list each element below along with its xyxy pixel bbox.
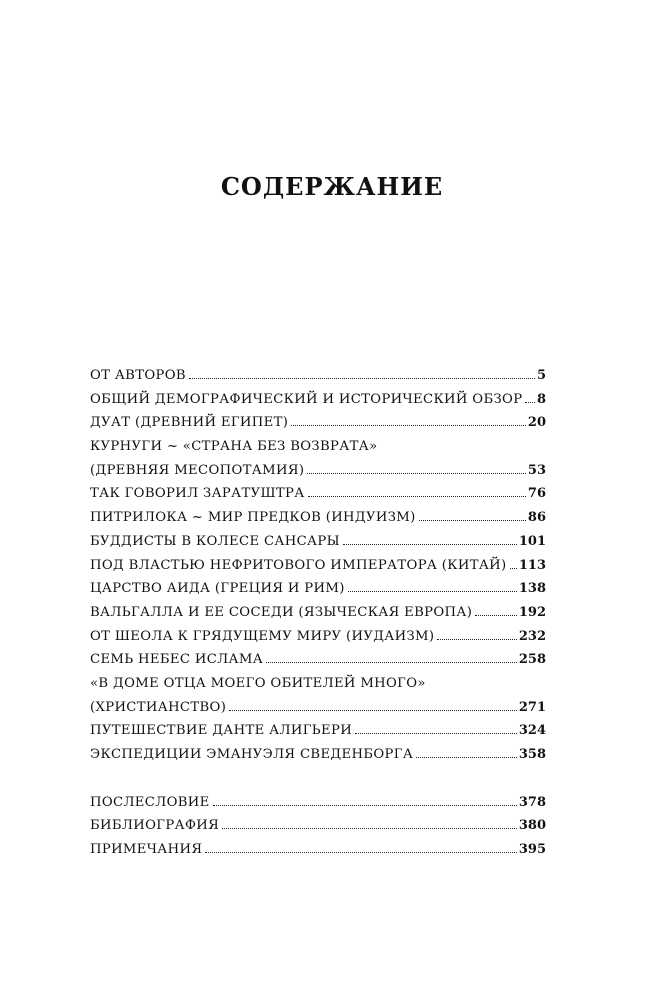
dot-leader <box>266 662 517 663</box>
dot-leader <box>308 496 526 497</box>
toc-entry-page: 138 <box>518 581 546 597</box>
dot-leader <box>510 568 517 569</box>
toc-entry-title: ПОД ВЛАСТЬЮ НЕФРИТОВОГО ИМПЕРАТОРА (КИТАЙ) <box>90 557 507 573</box>
dot-leader <box>213 805 517 806</box>
dot-leader <box>205 852 517 853</box>
toc-entry-page: 324 <box>518 723 546 739</box>
dot-leader <box>355 733 517 734</box>
toc-entry <box>90 838 546 862</box>
toc-entry-page: 378 <box>518 794 546 810</box>
toc-entry-title: ВАЛЬГАЛЛА И ЕЕ СОСЕДИ (ЯЗЫЧЕСКАЯ ЕВРОПА) <box>90 604 473 620</box>
toc-entry <box>90 506 546 530</box>
toc-entry <box>90 719 546 743</box>
dot-leader <box>343 544 517 545</box>
toc-entry <box>90 577 546 601</box>
toc-entry-title: ПРИМЕЧАНИЯ <box>90 842 203 858</box>
toc-entry-page: 5 <box>536 368 546 383</box>
section-spacer <box>90 767 546 791</box>
toc-main-section <box>90 364 546 767</box>
dot-leader <box>229 710 517 711</box>
toc-entry-page: 53 <box>527 462 546 478</box>
dot-leader <box>416 757 517 758</box>
toc-entry <box>90 530 546 554</box>
toc-entry-title: БИБЛИОГРАФИЯ <box>90 818 220 834</box>
toc-entry-page: 8 <box>536 391 546 407</box>
page-title: СОДЕРЖАНИЕ <box>220 172 444 201</box>
toc-entry-title: ПИТРИЛОКА ~ МИР ПРЕДКОВ (ИНДУИЗМ) <box>90 510 416 526</box>
toc-entry-page: 271 <box>518 699 546 715</box>
toc-entry <box>90 743 546 767</box>
dot-leader <box>475 615 517 616</box>
toc-entry <box>90 388 546 412</box>
toc-entry <box>90 364 546 388</box>
toc-entry-title: ПУТЕШЕСТВИЕ ДАНТЕ АЛИГЬЕРИ <box>90 723 353 739</box>
toc-entry <box>90 601 546 625</box>
toc-entry-page: 380 <box>518 818 546 834</box>
toc-entry-title: ТАК ГОВОРИЛ ЗАРАТУШТРА <box>90 486 305 502</box>
dot-leader <box>222 828 517 829</box>
toc-entry-page: 20 <box>527 415 546 431</box>
dot-leader <box>437 639 516 640</box>
toc-entry-title: (ДРЕВНЯЯ МЕСОПОТАМИЯ) <box>90 462 305 478</box>
toc-entry <box>90 814 546 838</box>
toc-entry-page: 232 <box>518 628 546 644</box>
toc-entry <box>90 554 546 578</box>
toc-entry-title: ЦАРСТВО АИДА (ГРЕЦИЯ И РИМ) <box>90 581 345 597</box>
toc-entry-page: 358 <box>518 747 546 762</box>
dot-leader <box>307 473 526 474</box>
toc-entry <box>90 696 546 720</box>
toc-entry <box>90 648 546 672</box>
toc-entry-title: ОТ АВТОРОВ <box>90 368 186 383</box>
toc-entry <box>90 625 546 649</box>
toc-entry-title: ПОСЛЕСЛОВИЕ <box>90 794 210 810</box>
toc-entry-title: ОБЩИЙ ДЕМОГРАФИЧЕСКИЙ И ИСТОРИЧЕСКИЙ ОБЗОР <box>90 391 523 407</box>
toc-entry-page: 113 <box>518 557 546 573</box>
dot-leader <box>291 425 526 426</box>
table-of-contents <box>90 364 546 862</box>
toc-entry-page: 395 <box>518 842 546 858</box>
toc-entry <box>90 459 546 483</box>
dot-leader <box>189 378 535 379</box>
toc-entry-page: 258 <box>518 652 546 668</box>
toc-entry-page: 192 <box>518 604 546 620</box>
toc-entry-title: ОТ ШЕОЛА К ГРЯДУЩЕМУ МИРУ (ИУДАИЗМ) <box>90 628 435 644</box>
toc-entry-title: (ХРИСТИАНСТВО) <box>90 699 227 715</box>
toc-appendix-section <box>90 791 546 862</box>
toc-entry-title: ДУАТ (ДРЕВНИЙ ЕГИПЕТ) <box>90 415 289 431</box>
toc-entry <box>90 791 546 815</box>
dot-leader <box>348 591 517 592</box>
toc-entry-title: СЕМЬ НЕБЕС ИСЛАМА <box>90 652 264 668</box>
toc-entry <box>90 411 546 435</box>
toc-entry-page: 86 <box>527 510 546 526</box>
toc-entry-page: 101 <box>518 533 546 549</box>
toc-entry-title: ЭКСПЕДИЦИИ ЭМАНУЭЛЯ СВЕДЕНБОРГА <box>90 747 414 762</box>
toc-entry-title: БУДДИСТЫ В КОЛЕСЕ САНСАРЫ <box>90 533 340 549</box>
toc-entry-title: КУРНУГИ ~ «СТРАНА БЕЗ ВОЗВРАТА» <box>90 439 378 455</box>
toc-entry <box>90 482 546 506</box>
dot-leader <box>525 402 535 403</box>
toc-entry-title: «В ДОМЕ ОТЦА МОЕГО ОБИТЕЛЕЙ МНОГО» <box>90 675 426 691</box>
toc-entry <box>90 672 546 696</box>
toc-entry <box>90 435 546 459</box>
toc-entry-page: 76 <box>527 486 546 502</box>
dot-leader <box>419 520 526 521</box>
